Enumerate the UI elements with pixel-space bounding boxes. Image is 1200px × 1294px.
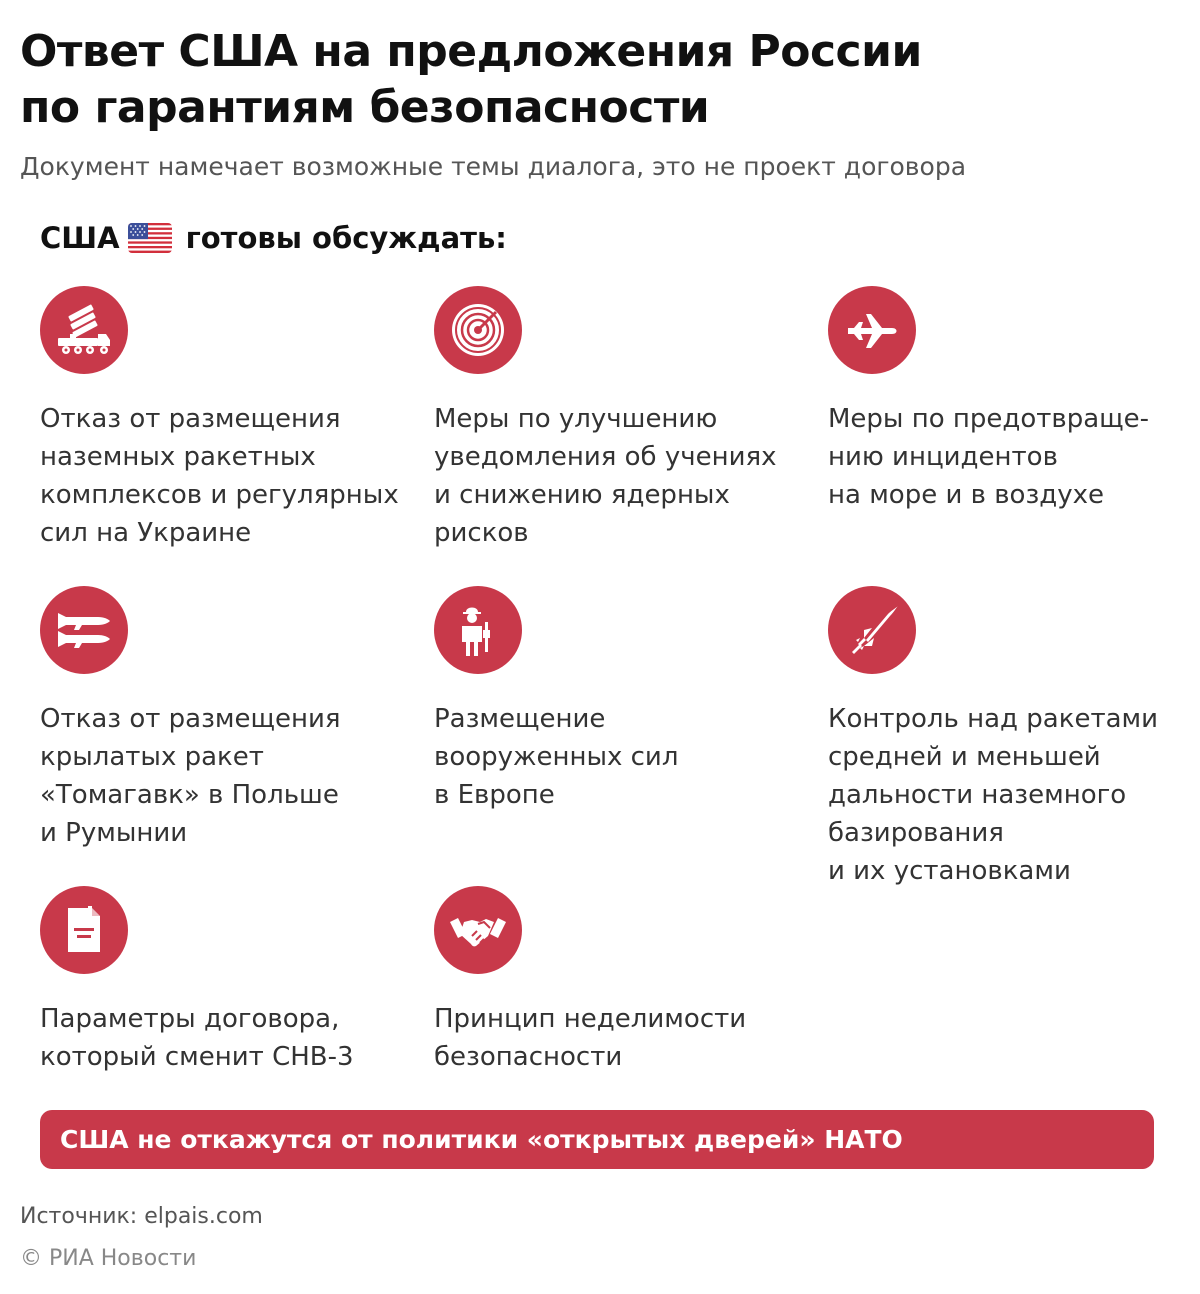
topic-item-5-line: в Европе	[434, 780, 555, 810]
page-title-line-1: Ответ США на предложения России	[20, 26, 922, 77]
topic-item-3-line: на море и в воздухе	[828, 480, 1105, 510]
page-subtitle: Документ намечает возможные темы диалога, это не проект договора	[20, 152, 967, 181]
topic-item-2-line: и снижению ядерных	[434, 480, 730, 510]
topic-item-1-line: Отказ от размещения	[40, 404, 341, 434]
topic-item-6-line: средней и меньшей	[828, 742, 1101, 772]
topic-item-2-line: рисков	[434, 518, 529, 548]
topic-item-2-text	[434, 400, 804, 552]
topic-item-7	[40, 886, 410, 1076]
topic-item-7-text	[40, 1000, 410, 1076]
topic-item-8-line: безопасности	[434, 1042, 623, 1072]
topic-item-8-text	[434, 1000, 804, 1076]
page-title-line-2: по гарантиям безопасности	[20, 82, 710, 133]
missile-launcher-icon	[40, 286, 128, 374]
soldier-icon	[434, 586, 522, 674]
topic-item-7-line: который сменит СНВ-3	[40, 1042, 354, 1072]
section-heading	[40, 218, 507, 258]
handshake-icon	[434, 886, 522, 974]
topic-item-6-text	[828, 700, 1198, 890]
topic-item-1-text	[40, 400, 410, 552]
cruise-missiles-icon	[40, 586, 128, 674]
airplane-icon	[828, 286, 916, 374]
topic-item-1-line: сил на Украине	[40, 518, 252, 548]
nato-open-door-banner: США не откажутся от политики «открытых дверей» НАТО	[40, 1110, 1154, 1169]
topic-item-8-line: Принцип неделимости	[434, 1004, 747, 1034]
topic-item-6-line: базирования	[828, 818, 1004, 848]
topic-item-4-text	[40, 700, 410, 852]
topic-item-1-line: наземных ракетных	[40, 442, 316, 472]
topic-item-3-line: нию инцидентов	[828, 442, 1058, 472]
topic-item-5-line: Размещение	[434, 704, 606, 734]
topic-item-6-line: Контроль над ракетами	[828, 704, 1159, 734]
topic-item-2-line: уведомления об учениях	[434, 442, 777, 472]
section-heading-label: готовы обсуждать:	[185, 221, 507, 255]
topic-item-3-text	[828, 400, 1198, 514]
page-title	[20, 24, 1180, 136]
topic-item-4-line: и Румынии	[40, 818, 188, 848]
topic-item-4-line: Отказ от размещения	[40, 704, 341, 734]
topic-item-8	[434, 886, 804, 1076]
section-heading-country: США	[40, 221, 120, 255]
topic-item-5-line: вооруженных сил	[434, 742, 679, 772]
us-flag-icon	[128, 223, 172, 253]
topic-item-4-line: крылатых ракет	[40, 742, 264, 772]
topic-item-3	[828, 286, 1198, 514]
topic-item-7-line: Параметры договора,	[40, 1004, 340, 1034]
radar-icon	[434, 286, 522, 374]
topic-item-5-text	[434, 700, 804, 814]
topic-item-5	[434, 586, 804, 814]
topic-item-6	[828, 586, 1198, 890]
document-icon	[40, 886, 128, 974]
topic-item-4-line: «Томагавк» в Польше	[40, 780, 339, 810]
topic-item-2-line: Меры по улучшению	[434, 404, 718, 434]
topic-item-3-line: Меры по предотвраще-	[828, 404, 1150, 434]
topic-item-1-line: комплексов и регулярных	[40, 480, 399, 510]
topic-item-6-line: и их установками	[828, 856, 1071, 886]
topic-item-2	[434, 286, 804, 552]
copyright-note: © РИА Новости	[20, 1246, 197, 1271]
topic-item-6-line: дальности наземного	[828, 780, 1127, 810]
topic-item-1	[40, 286, 410, 552]
rocket-icon	[828, 586, 916, 674]
topic-item-4	[40, 586, 410, 852]
source-note: Источник: elpais.com	[20, 1204, 263, 1229]
